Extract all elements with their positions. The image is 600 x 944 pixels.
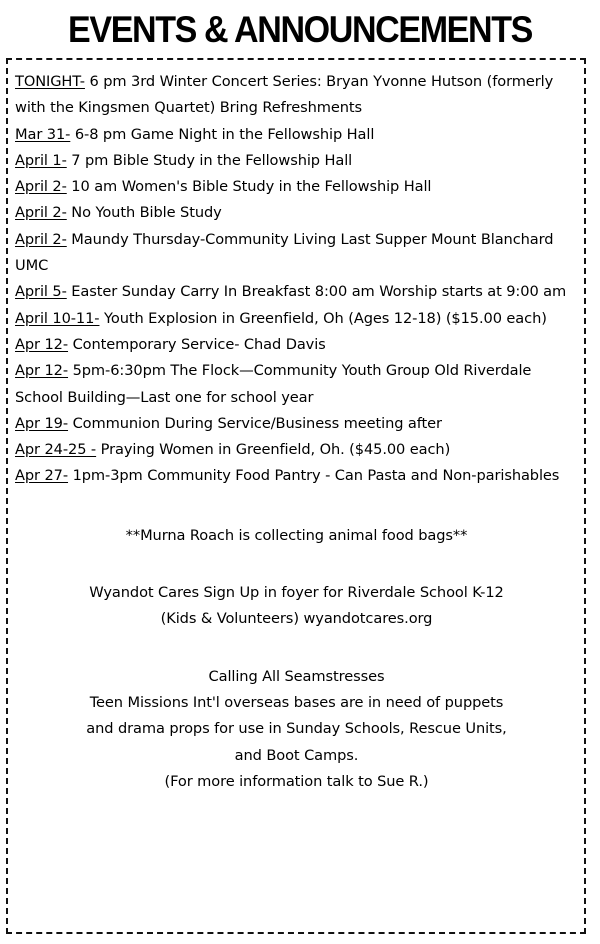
event-text: Communion During Service/Business meeting after [68, 414, 442, 432]
event-date: April 5- [15, 283, 67, 301]
wyandot-notice-line-1: Wyandot Cares Sign Up in foyer for Riverdale School K-12 [89, 584, 504, 602]
event-item [15, 174, 578, 200]
seamstresses-line-1: Teen Missions Int'l overseas bases are in need of puppets [89, 693, 504, 711]
event-date: April 1- [15, 151, 67, 169]
event-item [15, 227, 578, 280]
event-item [15, 122, 578, 148]
event-item [15, 148, 578, 174]
event-item [15, 279, 578, 305]
event-date: April 2- [15, 178, 67, 196]
event-item [15, 437, 578, 463]
wyandot-notice-line-2: (Kids & Volunteers) wyandotcares.org [160, 610, 433, 628]
event-item [15, 200, 578, 226]
event-date: Apr 12- [15, 335, 69, 353]
event-text: 6-8 pm Game Night in the Fellowship Hall [70, 125, 375, 143]
event-item [15, 358, 578, 411]
event-list [15, 69, 578, 490]
event-text: Maundy Thursday-Community Living Last Supper Mount Blanchard UMC [15, 230, 554, 275]
event-item [15, 306, 578, 332]
event-text: 5pm-6:30pm The Flock—Community Youth Group Old Riverdale School Building—Last one for school year [15, 362, 532, 406]
event-item [15, 463, 578, 489]
notes-section [15, 523, 578, 795]
seamstresses-heading: Calling All Seamstresses [208, 667, 385, 685]
event-date: April 10-11- [15, 309, 100, 327]
event-date: April 2- [15, 230, 67, 248]
event-text: Contemporary Service- Chad Davis [68, 335, 326, 353]
event-text: Easter Sunday Carry In Breakfast 8:00 am Worship starts at 9:00 am [66, 283, 567, 301]
murna-notice: **Murna Roach is collecting animal food bags** [125, 526, 468, 544]
event-date: Apr 12- [15, 362, 69, 380]
announcements-box [6, 58, 586, 934]
event-item [15, 332, 578, 358]
event-text: No Youth Bible Study [66, 204, 222, 222]
event-text: 6 pm 3rd Winter Concert Series: Bryan Yvonne Hutson (formerly with the Kingsmen Quartet) Bring Refreshments [15, 73, 554, 117]
event-item [15, 411, 578, 437]
event-text: Youth Explosion in Greenfield, Oh (Ages 12-18) ($15.00 each) [99, 309, 547, 327]
seamstresses-line-2: and drama props for use in Sunday Schools, Rescue Units, [86, 720, 507, 738]
event-text: 10 am Women's Bible Study in the Fellowship Hall [66, 178, 432, 196]
page-title: EVENTS & ANNOUNCEMENTS [68, 9, 532, 50]
event-date: Mar 31- [15, 125, 71, 143]
event-date: April 2- [15, 204, 67, 222]
event-date: Apr 19- [15, 414, 69, 432]
event-text: 7 pm Bible Study in the Fellowship Hall [66, 151, 353, 169]
event-item [15, 69, 578, 122]
event-text: Praying Women in Greenfield, Oh. ($45.00 each) [96, 441, 451, 459]
seamstresses-line-3: and Boot Camps. [234, 746, 359, 764]
event-date: Apr 24-25 - [15, 441, 97, 459]
event-date: Apr 27- [15, 467, 69, 485]
event-date: TONIGHT- [15, 73, 85, 90]
seamstresses-line-4: (For more information talk to Sue R.) [164, 772, 429, 790]
event-text: 1pm-3pm Community Food Pantry - Can Pasta and Non-parishables [68, 467, 560, 485]
